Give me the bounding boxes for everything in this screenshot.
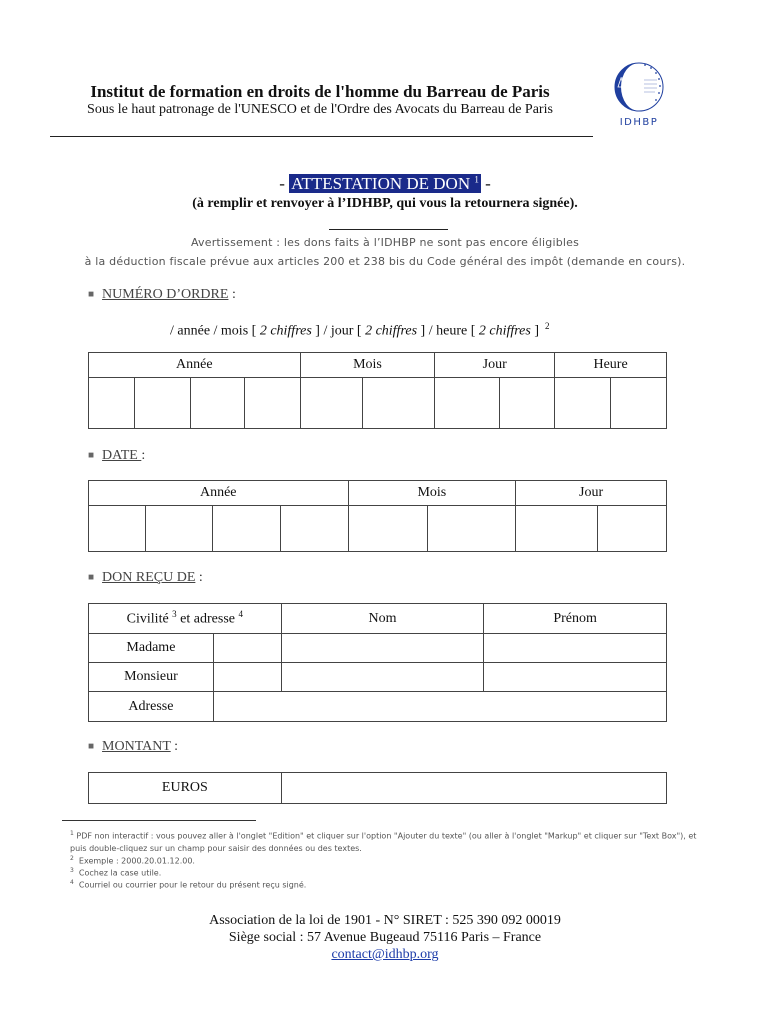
date-header-mois: Mois (348, 481, 516, 506)
format-part-3: ] / heure [ (417, 323, 479, 339)
numero-header-heure: Heure (555, 353, 667, 378)
date-cell-annee-2[interactable] (145, 506, 212, 552)
numero-colon: : (228, 287, 236, 302)
donor-header-civilite (89, 604, 282, 634)
footnote-4-mark: 4 (70, 879, 74, 886)
numero-cell-jour-1[interactable] (435, 378, 500, 429)
warning-line-1: Avertissement : les dons faits à l’IDHBP ne sont pas encore éligibles (190, 236, 580, 249)
format-part-4: ] (530, 323, 540, 339)
format-footnote-ref: 2 (545, 321, 550, 331)
donor-row-madame-label: Madame (89, 634, 214, 663)
madame-checkbox[interactable] (213, 634, 281, 663)
numero-cell-annee-1[interactable] (89, 378, 135, 429)
numero-label: NUMÉRO D’ORDRE (102, 287, 229, 302)
numero-header-mois: Mois (300, 353, 435, 378)
madame-prenom-field[interactable] (484, 634, 667, 663)
date-cell-annee-3[interactable] (212, 506, 280, 552)
date-header-jour: Jour (516, 481, 667, 506)
numero-cell-mois-2[interactable] (363, 378, 435, 429)
logo-wordmark: IDHBP (619, 117, 659, 128)
date-table (88, 480, 667, 552)
date-label: DATE (102, 448, 142, 463)
format-em-3: 2 chiffres (478, 323, 531, 339)
civilite-text: Civilité (126, 611, 173, 627)
section-numero (88, 287, 236, 303)
institute-title: Institut de formation en droits de l'homme du Barreau de Paris (90, 82, 550, 101)
numero-cell-mois-1[interactable] (300, 378, 363, 429)
footnote-divider (62, 820, 256, 821)
numero-cell-jour-2[interactable] (500, 378, 555, 429)
warning-line-2: à la déduction fiscale prévue aux articles 200 et 238 bis du Code général des impôt (demande en cours). (84, 255, 686, 268)
monsieur-prenom-field[interactable] (484, 663, 667, 692)
montant-label: MONTANT (102, 739, 171, 754)
format-part-2: ] / jour [ (311, 323, 366, 339)
footer-address: Siège social : 57 Avenue Bugeaud 75116 Paris – France (228, 930, 542, 945)
format-em-2: 2 chiffres (365, 323, 418, 339)
donor-header-nom: Nom (281, 604, 484, 634)
adresse-field[interactable] (213, 692, 666, 722)
numero-cell-annee-4[interactable] (244, 378, 300, 429)
date-cell-annee-4[interactable] (280, 506, 348, 552)
bullet-icon: ■ (88, 572, 95, 583)
footer-email-line (0, 947, 770, 963)
title-footnote-ref: 1 (474, 174, 479, 185)
amount-currency-label: EUROS (89, 773, 282, 804)
don-label: DON REÇU DE (102, 570, 196, 585)
adresse-text: et adresse (176, 611, 239, 627)
section-don (88, 570, 203, 586)
footnote-3-text: Cochez la case utile. (78, 868, 162, 878)
format-part-1: / année / mois [ (170, 323, 260, 339)
donor-row-adresse-label: Adresse (89, 692, 214, 722)
footnote-4 (70, 877, 710, 892)
bullet-icon: ■ (88, 289, 95, 300)
contact-email-link[interactable]: contact@idhbp.org (331, 947, 439, 962)
footnote-4-text: Courriel ou courrier pour le retour du présent reçu signé. (78, 880, 307, 890)
date-cell-annee-1[interactable] (89, 506, 146, 552)
title-dash-right: - (480, 174, 491, 193)
amount-table (88, 772, 667, 804)
footnote-1 (70, 828, 710, 855)
section-date (88, 448, 145, 464)
amount-field[interactable] (281, 773, 666, 804)
attestation-title (0, 174, 770, 194)
footnote-3-mark: 3 (70, 867, 74, 874)
date-colon: : (141, 448, 146, 463)
donor-table (88, 603, 667, 722)
date-cell-mois-2[interactable] (428, 506, 516, 552)
header-divider (50, 136, 593, 137)
date-cell-jour-1[interactable] (516, 506, 598, 552)
numero-header-annee: Année (89, 353, 301, 378)
numero-format-line (170, 321, 550, 340)
don-colon: : (195, 570, 203, 585)
numero-cell-heure-2[interactable] (611, 378, 667, 429)
civilite-footnote-ref: 3 (172, 609, 177, 620)
footer-association: Association de la loi de 1901 - N° SIRET : 525 390 092 00019 (209, 913, 561, 928)
numero-cell-annee-2[interactable] (134, 378, 190, 429)
numero-header-jour: Jour (435, 353, 555, 378)
donor-row-monsieur-label: Monsieur (89, 663, 214, 692)
numero-cell-heure-1[interactable] (555, 378, 611, 429)
short-divider (329, 229, 448, 230)
numero-cell-annee-3[interactable] (190, 378, 244, 429)
idhbp-logo (609, 60, 669, 128)
footnote-1-mark: 1 (70, 830, 74, 837)
bullet-icon: ■ (88, 741, 95, 752)
monsieur-checkbox[interactable] (213, 663, 281, 692)
institute-subtitle: Sous le haut patronage de l'UNESCO et de l'Ordre des Avocats du Barreau de Paris (87, 102, 553, 117)
date-cell-jour-2[interactable] (598, 506, 667, 552)
format-em-1: 2 chiffres (259, 323, 312, 339)
donor-header-prenom: Prénom (484, 604, 667, 634)
date-cell-mois-1[interactable] (348, 506, 428, 552)
title-highlight (289, 174, 481, 193)
title-dash-left: - (279, 174, 290, 193)
footnote-2-text: Exemple : 2000.20.01.12.00. (78, 856, 195, 866)
attestation-instructions: (à remplir et renvoyer à l’IDHBP, qui vous la retournera signée). (192, 196, 578, 211)
section-montant (88, 739, 178, 755)
footnote-1-text: PDF non interactif : vous pouvez aller à l'onglet "Edition" et cliquer sur l'option "Ajouter du texte" (ou aller à l'onglet "Markup" et cliquer sur "Text Box"), et puis double-cliquez sur un champ pour saisir des données ou des textes. (70, 831, 697, 853)
numero-table (88, 352, 667, 429)
adresse-footnote-ref: 4 (238, 609, 243, 620)
date-header-annee: Année (89, 481, 349, 506)
montant-colon: : (170, 739, 179, 754)
bullet-icon: ■ (88, 450, 95, 461)
monsieur-nom-field[interactable] (281, 663, 484, 692)
footnote-2-mark: 2 (70, 855, 74, 862)
title-text: ATTESTATION DE DON (291, 174, 471, 193)
madame-nom-field[interactable] (281, 634, 484, 663)
